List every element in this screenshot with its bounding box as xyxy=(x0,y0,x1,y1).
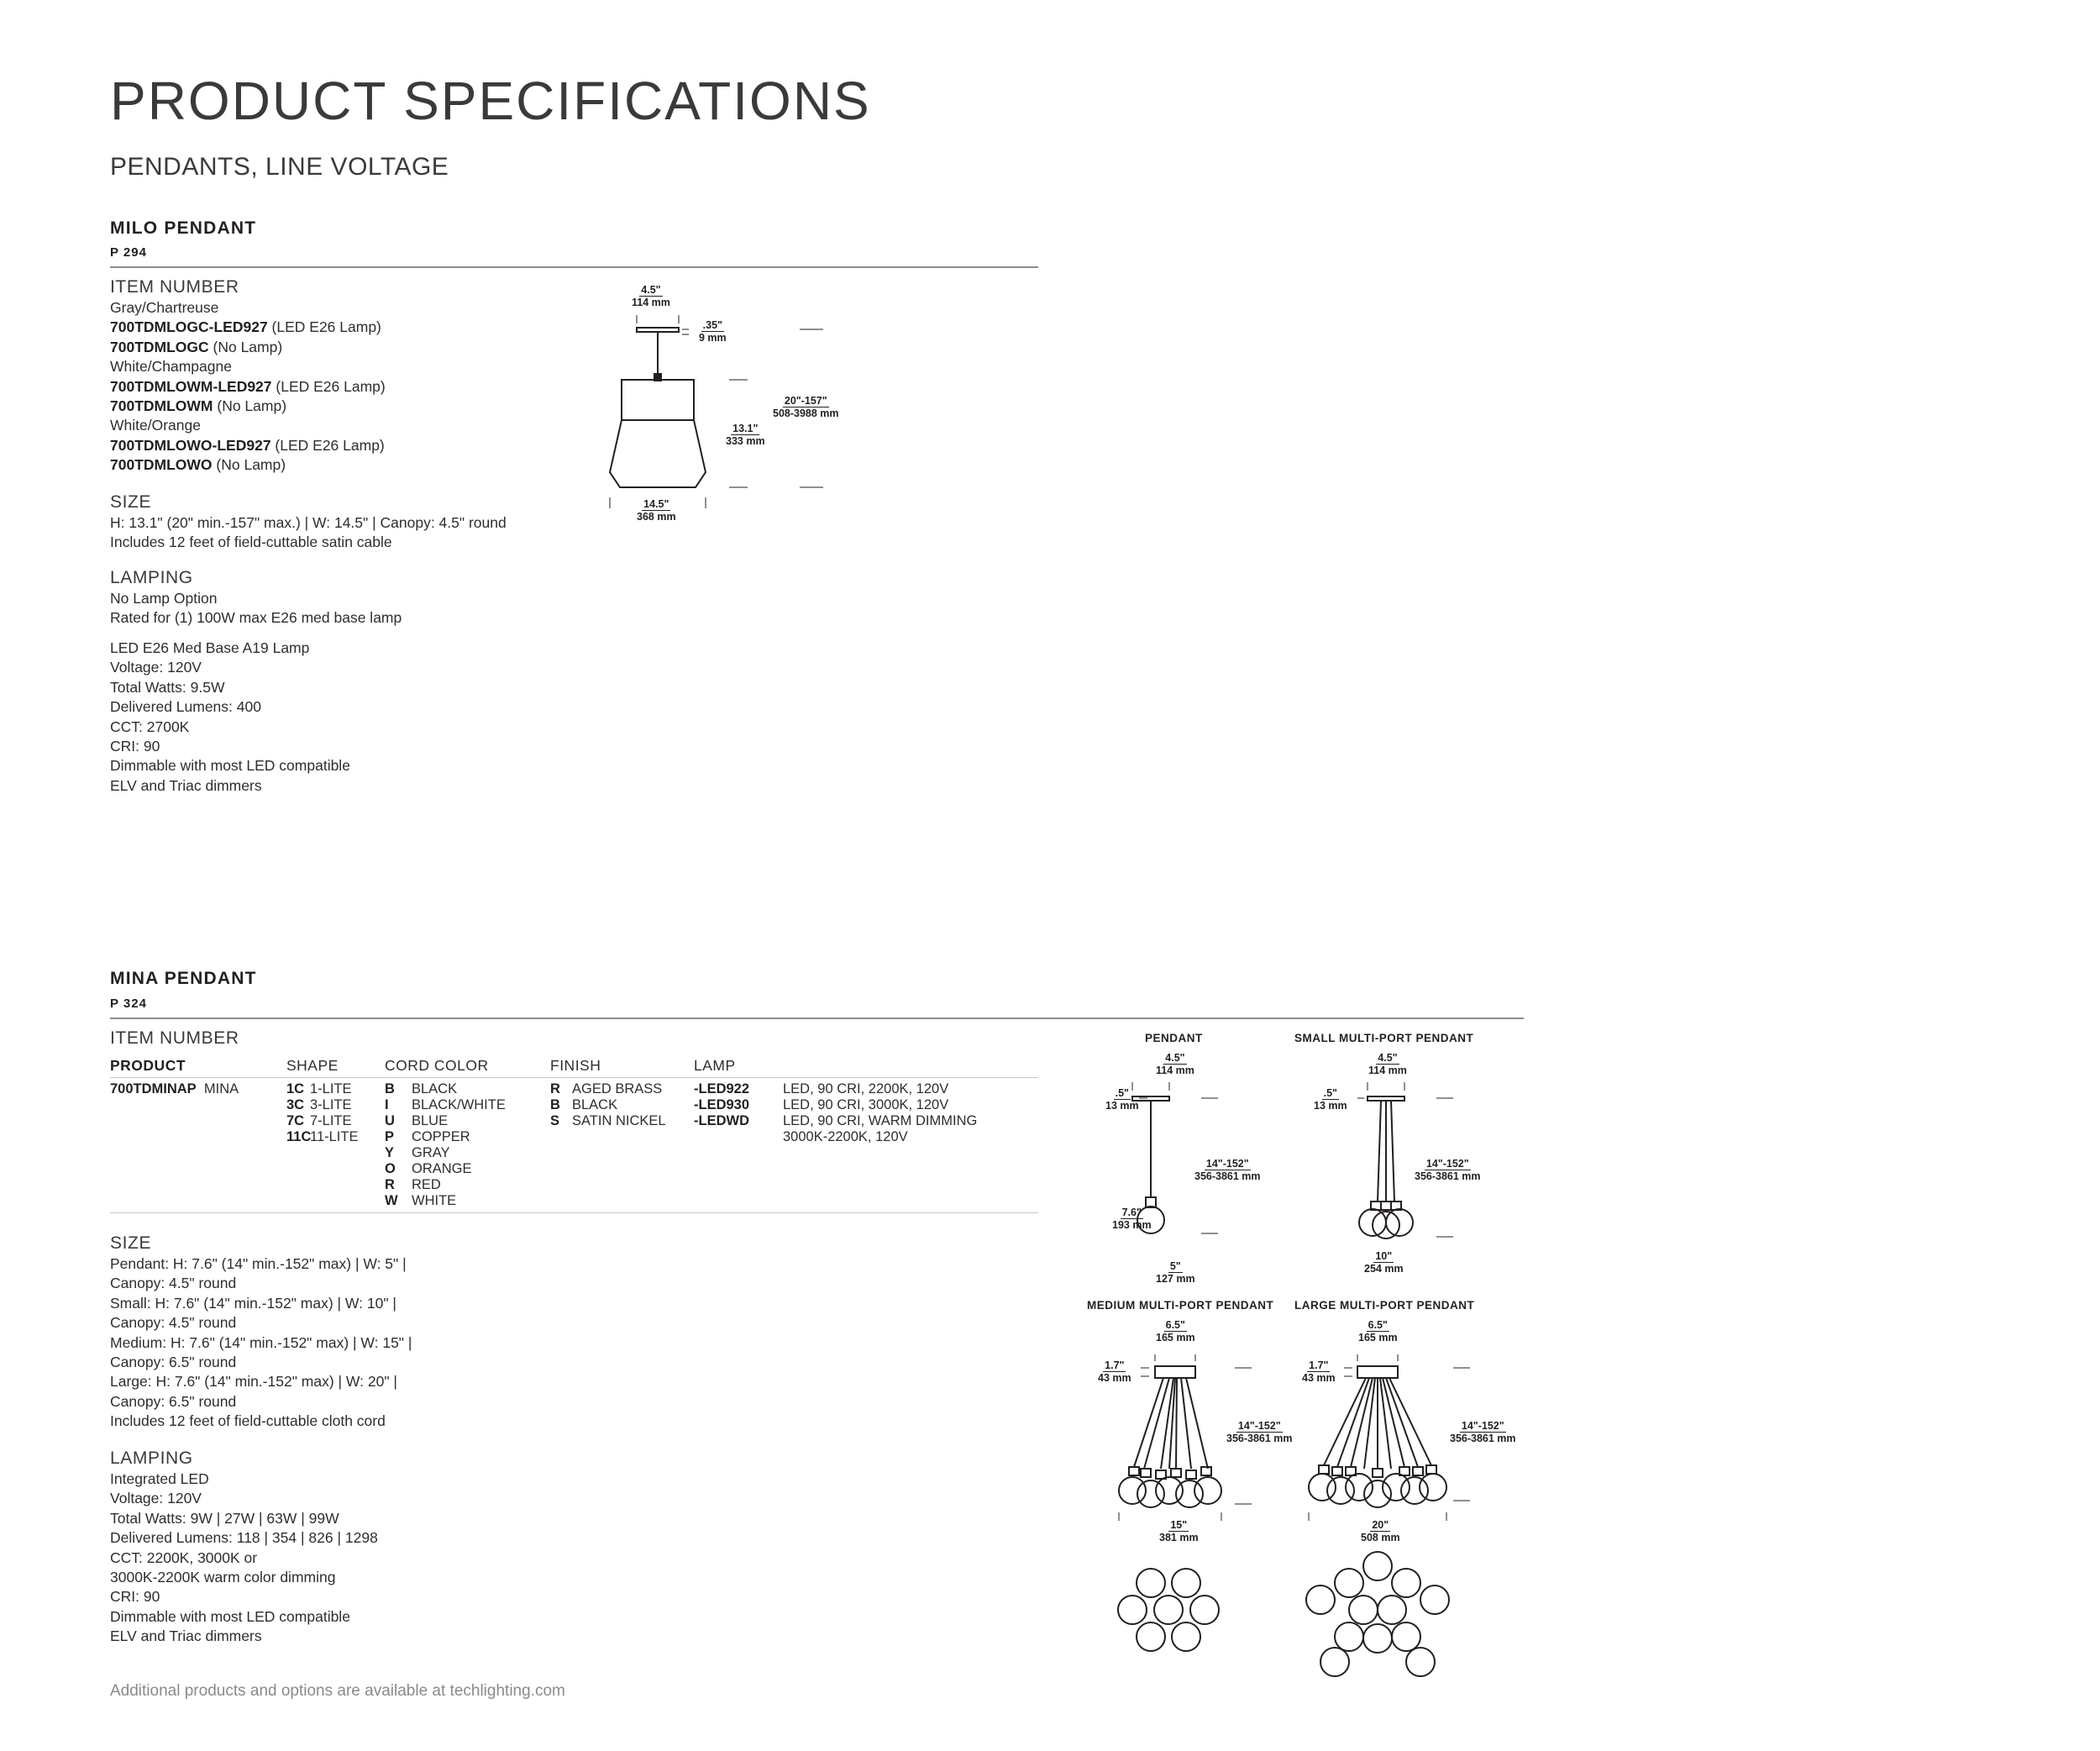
milo-size-list xyxy=(110,513,507,553)
mina-size-line: Canopy: 4.5" round xyxy=(110,1275,237,1292)
cord-option-code: R xyxy=(385,1177,395,1192)
mina-title: MINA PENDANT xyxy=(110,969,257,988)
milo-title: MILO PENDANT xyxy=(110,218,257,238)
cord-option-code: B xyxy=(385,1081,395,1096)
product-cell xyxy=(110,1081,239,1097)
lamp-option xyxy=(694,1113,977,1129)
milo-size-heading: SIZE xyxy=(110,492,152,512)
col-finish: FINISH xyxy=(550,1057,601,1074)
lamp-option-label: LED, 90 CRI, 3000K, 120V xyxy=(783,1097,949,1112)
small-width-dim: 10" 254 mm xyxy=(1364,1250,1404,1275)
milo-overall-height-dim: 20"-157" 508-3988 mm xyxy=(773,395,839,419)
item-note: (No Lamp) xyxy=(208,338,283,355)
cord-option-code: I xyxy=(385,1097,389,1112)
cord-option-label: COPPER xyxy=(412,1129,470,1144)
mina-item-heading: ITEM NUMBER xyxy=(110,1028,239,1048)
shape-option xyxy=(286,1113,358,1129)
milo-size-line: H: 13.1" (20" min.-157" max.) | W: 14.5" | Canopy: 4.5" round xyxy=(110,514,507,531)
finish-option-label: BLACK xyxy=(572,1097,618,1112)
mina-lamping-line: Integrated LED xyxy=(110,1470,209,1487)
milo-canopy-dim: 4.5" 114 mm xyxy=(632,284,670,308)
milo-lamping-heading: LAMPING xyxy=(110,568,193,587)
item-note: (LED E26 Lamp) xyxy=(270,436,385,454)
small-canopy-dim: 4.5" 114 mm xyxy=(1368,1052,1407,1076)
milo-canopy-height-dim: .35" 9 mm xyxy=(699,319,727,344)
finish-option xyxy=(550,1097,666,1113)
milo-canopy xyxy=(637,328,679,332)
milo-item-line xyxy=(110,338,386,357)
finish-option-code: S xyxy=(550,1113,560,1128)
small-overall-height-dim: 14"-152" 356-3861 mm xyxy=(1415,1158,1481,1182)
mina-lamping-line: Dimmable with most LED compatible xyxy=(110,1607,350,1625)
mina-size-line: Canopy: 6.5" round xyxy=(110,1354,237,1371)
cord-option xyxy=(385,1097,506,1113)
table-header-rule xyxy=(110,1077,1038,1078)
cord-option-label: ORANGE xyxy=(412,1161,472,1176)
shape-option-code: 1C xyxy=(286,1081,305,1096)
milo-item-line xyxy=(110,436,386,455)
page-subtitle: PENDANTS, LINE VOLTAGE xyxy=(110,153,449,181)
diagram-title-pendant: PENDANT xyxy=(1145,1032,1203,1044)
cord-column xyxy=(385,1081,506,1209)
cord-option-label: RED xyxy=(412,1177,441,1192)
lamp-option-code: -LED922 xyxy=(694,1081,750,1096)
item-code: 700TDMLOWM-LED927 xyxy=(110,377,272,395)
lamp-option xyxy=(694,1129,977,1145)
small-canopy xyxy=(1368,1096,1404,1101)
mina-lamping-line: CRI: 90 xyxy=(110,1588,160,1606)
medium-canopy-height-dim: 1.7" 43 mm xyxy=(1098,1359,1131,1384)
shape-option-label: 1-LITE xyxy=(310,1081,352,1096)
lamp-option-code: -LEDWD xyxy=(694,1113,749,1128)
col-cord-color: CORD COLOR xyxy=(385,1057,489,1074)
milo-lamping-group xyxy=(110,589,402,628)
mina-lamping-line: CCT: 2200K, 3000K or xyxy=(110,1549,258,1566)
milo-width-dim: 14.5" 368 mm xyxy=(637,498,676,523)
footer-note: Additional products and options are available at techlighting.com xyxy=(110,1682,565,1700)
shape-option-code: 11C xyxy=(286,1129,312,1144)
lamp-option-label: LED, 90 CRI, WARM DIMMING xyxy=(783,1113,978,1128)
lamp-option xyxy=(694,1081,977,1097)
pendant-width-dim: 5" 127 mm xyxy=(1156,1260,1195,1285)
milo-lamping-line: Rated for (1) 100W max E26 med base lamp xyxy=(110,609,402,627)
item-note: Gray/Chartreuse xyxy=(110,299,219,316)
milo-item-list xyxy=(110,298,386,476)
shape-option xyxy=(286,1097,358,1113)
lamp-option-code: -LED930 xyxy=(694,1097,750,1112)
cord-option-code: O xyxy=(385,1161,396,1176)
mina-lamping-line: Delivered Lumens: 118 | 354 | 826 | 1298 xyxy=(110,1529,378,1547)
item-code: 700TDMLOWO-LED927 xyxy=(110,436,271,454)
milo-lamping-line: CRI: 90 xyxy=(110,738,160,755)
mina-lamping-line: Voltage: 120V xyxy=(110,1490,202,1507)
lamp-option xyxy=(694,1097,977,1113)
milo-item-line xyxy=(110,377,386,397)
finish-option-label: AGED BRASS xyxy=(572,1081,663,1096)
finish-option-label: SATIN NICKEL xyxy=(572,1113,666,1128)
mina-lamping-heading: LAMPING xyxy=(110,1449,193,1468)
cord-option xyxy=(385,1081,506,1097)
milo-item-line xyxy=(110,357,386,376)
mina-size-line: Small: H: 7.6" (14" min.-152" max) | W: 10" | xyxy=(110,1294,396,1312)
milo-divider xyxy=(110,266,1038,268)
milo-size-line: Includes 12 feet of field-cuttable satin cable xyxy=(110,534,392,551)
item-note: (No Lamp) xyxy=(213,397,287,415)
cord-option-label: BLUE xyxy=(412,1113,449,1128)
milo-lamping-line: No Lamp Option xyxy=(110,590,218,607)
cord-option xyxy=(385,1161,506,1177)
lamp-option-label: LED, 90 CRI, 2200K, 120V xyxy=(783,1081,949,1096)
col-product: PRODUCT xyxy=(110,1057,186,1074)
table-bottom-rule xyxy=(110,1212,1038,1213)
milo-lamping-line: LED E26 Med Base A19 Lamp xyxy=(110,639,310,656)
milo-lamping-line: Delivered Lumens: 400 xyxy=(110,698,261,716)
large-canopy-height-dim: 1.7" 43 mm xyxy=(1302,1359,1336,1384)
large-overall-height-dim: 14"-152" 356-3861 mm xyxy=(1450,1420,1516,1444)
lamp-option-label: 3000K-2200K, 120V xyxy=(783,1129,908,1144)
item-code: 700TDMLOWM xyxy=(110,397,213,415)
milo-shade-height-dim: 13.1" 333 mm xyxy=(726,423,765,447)
milo-lamping-line: Total Watts: 9.5W xyxy=(110,678,225,696)
cord-option-code: Y xyxy=(385,1145,395,1160)
shape-option xyxy=(286,1081,358,1097)
milo-page-ref: P 294 xyxy=(110,245,147,260)
mina-size-line: Canopy: 4.5" round xyxy=(110,1314,237,1332)
milo-lamping-line: CCT: 2700K xyxy=(110,718,190,735)
cord-option-label: BLACK xyxy=(412,1081,458,1096)
pendant-canopy-height-dim: .5" 13 mm xyxy=(1105,1087,1139,1112)
shape-option-label: 7-LITE xyxy=(310,1113,352,1128)
cord-option xyxy=(385,1177,506,1193)
finish-option-code: B xyxy=(550,1097,560,1112)
cord-option xyxy=(385,1145,506,1161)
cord-option xyxy=(385,1113,506,1129)
page-title: PRODUCT SPECIFICATIONS xyxy=(110,71,871,131)
mina-divider xyxy=(110,1017,1524,1019)
small-canopy-height-dim: .5" 13 mm xyxy=(1314,1087,1347,1112)
cord-option-label: BLACK/WHITE xyxy=(412,1097,506,1112)
milo-item-line xyxy=(110,416,386,435)
medium-canopy xyxy=(1155,1366,1195,1378)
milo-item-line xyxy=(110,318,386,337)
milo-lamping-line: Voltage: 120V xyxy=(110,659,202,676)
cord-option-code: W xyxy=(385,1193,398,1208)
milo-shade xyxy=(610,380,706,487)
diagram-title-large: LARGE MULTI-PORT PENDANT xyxy=(1294,1299,1475,1312)
lamp-column xyxy=(694,1081,977,1145)
item-note: White/Orange xyxy=(110,417,201,434)
shape-option-label: 11-LITE xyxy=(310,1129,359,1144)
finish-option-code: R xyxy=(550,1081,560,1096)
large-width-dim: 20" 508 mm xyxy=(1361,1519,1400,1543)
milo-item-line xyxy=(110,455,386,475)
shape-option-label: 3-LITE xyxy=(310,1097,352,1112)
pendant-overall-height-dim: 14"-152" 356-3861 mm xyxy=(1194,1158,1261,1182)
mina-size-line: Canopy: 6.5" round xyxy=(110,1392,237,1410)
mina-lamping-line: ELV and Triac dimmers xyxy=(110,1627,262,1645)
mina-size-line: Medium: H: 7.6" (14" min.-152" max) | W: 15" | xyxy=(110,1333,412,1351)
item-note: (No Lamp) xyxy=(212,456,286,474)
mina-size-line: Includes 12 feet of field-cuttable cloth cord xyxy=(110,1412,386,1430)
medium-canopy-dim: 6.5" 165 mm xyxy=(1156,1319,1195,1343)
mina-size-line: Large: H: 7.6" (14" min.-152" max) | W: 20" | xyxy=(110,1373,397,1391)
cord-option-code: U xyxy=(385,1113,395,1128)
shape-option xyxy=(286,1129,358,1145)
item-code: 700TDMLOWO xyxy=(110,456,213,474)
cord-option-label: WHITE xyxy=(412,1193,457,1208)
cord-option xyxy=(385,1193,506,1209)
mina-page-ref: P 324 xyxy=(110,996,147,1011)
item-note: (LED E26 Lamp) xyxy=(271,377,386,395)
milo-lamping-line: ELV and Triac dimmers xyxy=(110,776,262,794)
mina-lamping-line: Total Watts: 9W | 27W | 63W | 99W xyxy=(110,1509,339,1527)
item-code: 700TDMLOGC xyxy=(110,338,209,355)
large-canopy xyxy=(1357,1366,1398,1378)
milo-item-line xyxy=(110,397,386,416)
diagram-title-medium: MEDIUM MULTI-PORT PENDANT xyxy=(1087,1299,1274,1312)
diagram-title-small: SMALL MULTI-PORT PENDANT xyxy=(1294,1032,1474,1044)
mina-size-line: Pendant: H: 7.6" (14" min.-152" max) | W: 5" | xyxy=(110,1255,407,1272)
milo-lamping-line: Dimmable with most LED compatible xyxy=(110,757,350,775)
shape-option-code: 7C xyxy=(286,1113,305,1128)
mina-lamping-list xyxy=(110,1470,378,1647)
finish-option xyxy=(550,1081,666,1097)
cord-option-code: P xyxy=(385,1129,395,1144)
pendant-body-height-dim: 7.6" 193 mm xyxy=(1112,1207,1152,1231)
mina-size-list xyxy=(110,1254,412,1432)
large-canopy-dim: 6.5" 165 mm xyxy=(1358,1319,1398,1343)
medium-overall-height-dim: 14"-152" 356-3861 mm xyxy=(1226,1420,1293,1444)
cord-option-label: GRAY xyxy=(412,1145,450,1160)
medium-width-dim: 15" 381 mm xyxy=(1159,1519,1199,1543)
col-shape: SHAPE xyxy=(286,1057,339,1074)
finish-option xyxy=(550,1113,666,1129)
cord-option xyxy=(385,1129,506,1145)
product-name: MINA xyxy=(203,1081,239,1096)
shape-column xyxy=(286,1081,358,1145)
mina-size-heading: SIZE xyxy=(110,1233,152,1253)
item-note: White/Champagne xyxy=(110,358,232,376)
col-lamp: LAMP xyxy=(694,1057,736,1074)
pendant-canopy-dim: 4.5" 114 mm xyxy=(1156,1052,1194,1076)
finish-column xyxy=(550,1081,666,1129)
milo-item-line xyxy=(110,298,386,318)
mina-lamping-line: 3000K-2200K warm color dimming xyxy=(110,1569,336,1586)
milo-item-heading: ITEM NUMBER xyxy=(110,277,239,297)
product-code: 700TDMINAP xyxy=(110,1081,197,1096)
item-code: 700TDMLOGC-LED927 xyxy=(110,318,268,336)
milo-lamping-led-group xyxy=(110,639,350,796)
item-note: (LED E26 Lamp) xyxy=(267,318,381,336)
small-multiport-drawing xyxy=(1310,1050,1495,1244)
shape-option-code: 3C xyxy=(286,1097,305,1112)
